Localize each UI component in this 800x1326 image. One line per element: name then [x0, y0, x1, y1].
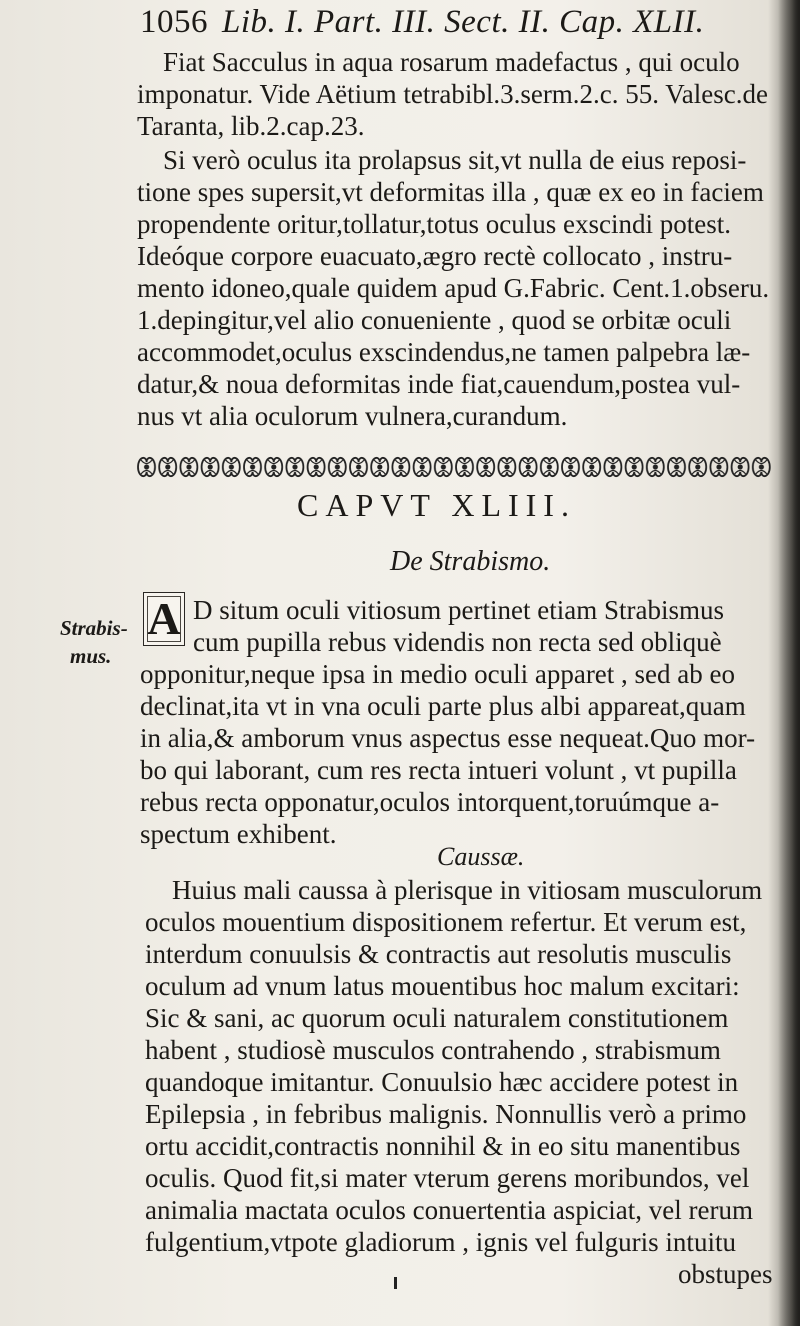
text-line: mento idoneo,quale quidem apud G.Fabric. Cent.1.obseru.	[137, 273, 770, 303]
margin-note: Strabis-	[60, 616, 128, 640]
text-line: bo qui laborant, cum res recta intueri volunt , vt pupilla	[140, 755, 737, 785]
text-line: Ideóque corpore euacuato,ægro rectè collocato , instru-	[137, 241, 733, 271]
text-line: oculos mouentium dispositionem refertur. Et verum est,	[145, 907, 747, 937]
ornament-band	[136, 452, 772, 482]
section-heading: Caussæ.	[437, 842, 525, 871]
running-header	[140, 4, 780, 41]
text-line: Fiat Sacculus in aqua rosarum madefactus , qui oculo	[163, 47, 740, 77]
text-line: habent , studiosè musculos contrahendo , strabismum	[145, 1035, 721, 1065]
text-line: animalia mactata oculos conuertentia aspiciat, vel rerum	[145, 1195, 753, 1225]
text-line: oculum ad vnum latus mouentibus hoc malum excitari:	[145, 971, 740, 1001]
text-line: 1.depingitur,vel alio conueniente , quod se orbitæ oculi	[137, 305, 732, 335]
margin-note: mus.	[70, 644, 112, 668]
drop-cap: A	[143, 592, 185, 646]
text-line: accommodet,oculus exscindendus,ne tamen palpebra læ-	[137, 337, 751, 367]
ink-mark	[394, 1277, 397, 1289]
page-number: 1056	[140, 4, 208, 40]
text-line: D situm oculi vitiosum pertinet etiam Strabismus	[193, 595, 724, 625]
text-line: nus vt alia oculorum vulnera,curandum.	[137, 401, 568, 431]
text-line: datur,& noua deformitas inde fiat,cauendum,postea vul-	[137, 369, 741, 399]
text-line: Huius mali caussa à plerisque in vitiosam musculorum	[172, 875, 763, 905]
text-line: oculis. Quod fit,si mater vterum gerens moribundos, vel	[145, 1163, 750, 1193]
catchword: obstupes	[678, 1259, 773, 1289]
chapter-title: CAPVT XLIII.	[297, 487, 576, 523]
text-line: declinat,ita vt in vna oculi parte plus albi appareat,quam	[140, 691, 746, 721]
text-line: rebus recta opponatur,oculos intorquent,toruúmque a-	[140, 787, 720, 817]
text-line: cum pupilla rebus videndis non recta sed obliquè	[193, 627, 722, 657]
chapter-subtitle: De Strabismo.	[390, 546, 551, 577]
text-line: spectum exhibent.	[140, 819, 337, 849]
text-line: propendente oritur,tollatur,totus oculus exscindi potest.	[137, 209, 731, 239]
running-title: Lib. I. Part. III. Sect. II. Cap. XLII.	[222, 4, 705, 40]
text-line: in alia,& amborum vnus aspectus esse nequeat.Quo mor-	[140, 723, 756, 753]
text-line: Sic & sani, ac quorum oculi naturalem constitutionem	[145, 1003, 729, 1033]
text-line: Epilepsia , in febribus malignis. Nonnullis verò a primo	[145, 1099, 747, 1129]
page-edge-shadow	[778, 0, 800, 1326]
text-line: ortu accidit,contractis nonnihil & in eo situ manentibus	[145, 1131, 741, 1161]
text-line: imponatur. Vide Aëtium tetrabibl.3.serm.2.c. 55. Valesc.de	[137, 79, 769, 109]
text-line: Taranta, lib.2.cap.23.	[137, 111, 365, 141]
text-line: quandoque imitantur. Conuulsio hæc accidere potest in	[145, 1067, 739, 1097]
text-line: interdum conuulsis & contractis aut resolutis musculis	[145, 939, 732, 969]
text-line: tione spes supersit,vt deformitas illa , quæ ex eo in faciem	[137, 177, 764, 207]
text-line: opponitur,neque ipsa in medio oculi apparet , sed ab eo	[140, 659, 736, 689]
text-line: Si verò oculus ita prolapsus sit,vt nulla de eius reposi-	[163, 145, 747, 175]
text-line: fulgentium,vtpote gladiorum , ignis vel fulguris intuitu	[145, 1227, 736, 1257]
